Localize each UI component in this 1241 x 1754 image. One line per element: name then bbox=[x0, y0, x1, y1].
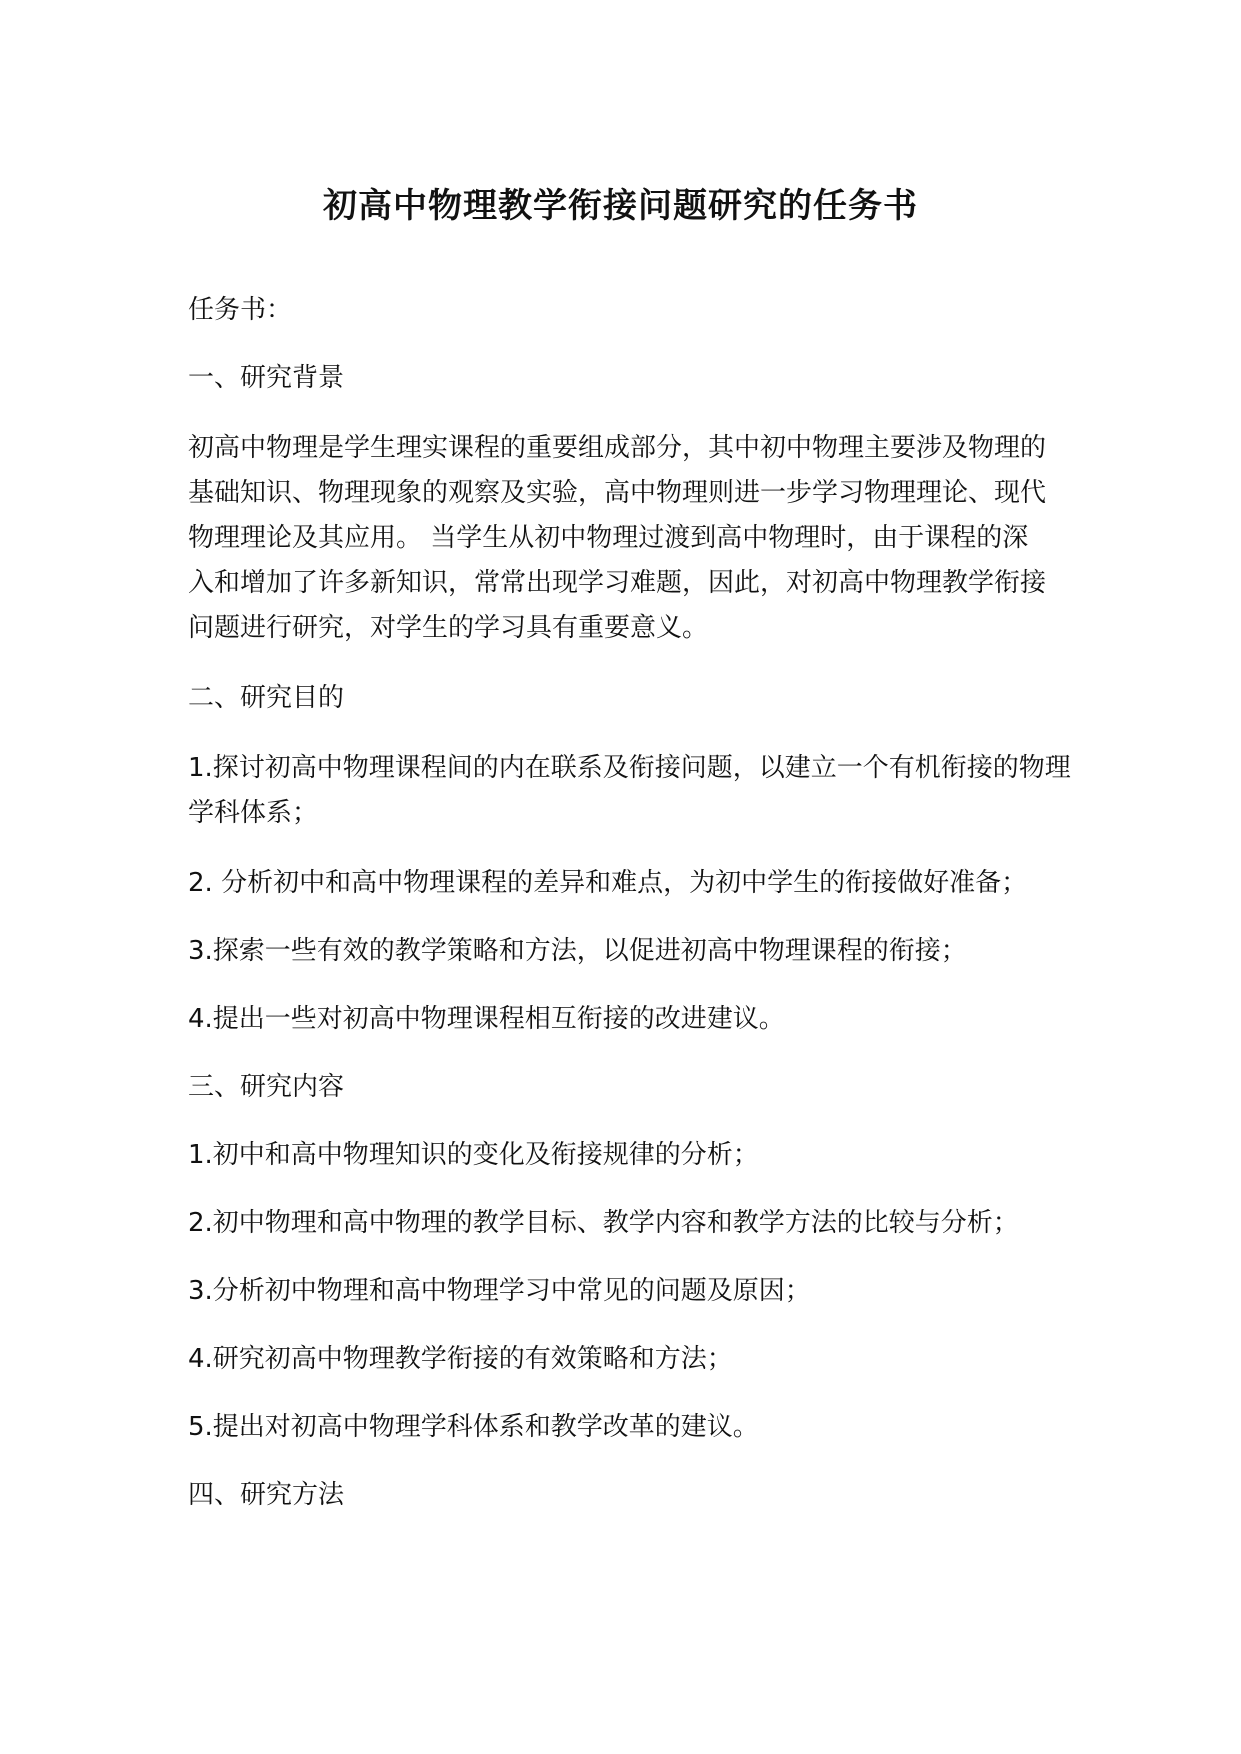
content-item: 4.研究初高中物理教学衔接的有效策略和方法； bbox=[188, 1344, 733, 1374]
document-title: 初高中物理教学衔接问题研究的任务书 bbox=[323, 186, 918, 226]
document-body bbox=[188, 290, 1093, 1543]
purpose-item: 2. 分析初中和高中物理课程的差异和难点，为初中学生的衔接做好准备； bbox=[188, 868, 1028, 898]
content-item: 2.初中物理和高中物理的教学目标、教学内容和教学方法的比较与分析； bbox=[188, 1208, 1019, 1238]
section-heading-method: 四、研究方法 bbox=[188, 1480, 345, 1510]
section-heading-purpose: 二、研究目的 bbox=[188, 683, 345, 713]
task-label: 任务书： bbox=[188, 295, 293, 325]
content-item: 5.提出对初高中物理学科体系和教学改革的建议。 bbox=[188, 1412, 759, 1442]
purpose-item: 1.探讨初高中物理课程间的内在联系及衔接问题，以建立一个有机衔接的物理学科体系； bbox=[188, 753, 1071, 828]
content-item: 3.分析初中物理和高中物理学习中常见的问题及原因； bbox=[188, 1276, 811, 1306]
content-item: 1.初中和高中物理知识的变化及衔接规律的分析； bbox=[188, 1140, 759, 1170]
section-heading-background: 一、研究背景 bbox=[188, 363, 345, 393]
purpose-item: 3.探索一些有效的教学策略和方法，以促进初高中物理课程的衔接； bbox=[188, 936, 967, 966]
section-heading-content: 三、研究内容 bbox=[188, 1072, 345, 1102]
background-paragraph: 初高中物理是学生理实课程的重要组成部分，其中初中物理主要涉及物理的基础知识、物理现象的观察及实验，高中物理则进一步学习物理理论、现代物理理论及其应用。 当学生从初中物理过渡到高中物理时，由于课程的深入和增加了许多新知识，常常出现学习难题，因此，对初高中物理教学衔接问题进行研究，对学生的学习具有重要意义。 bbox=[188, 433, 1047, 643]
purpose-item: 4.提出一些对初高中物理课程相互衔接的改进建议。 bbox=[188, 1004, 785, 1034]
